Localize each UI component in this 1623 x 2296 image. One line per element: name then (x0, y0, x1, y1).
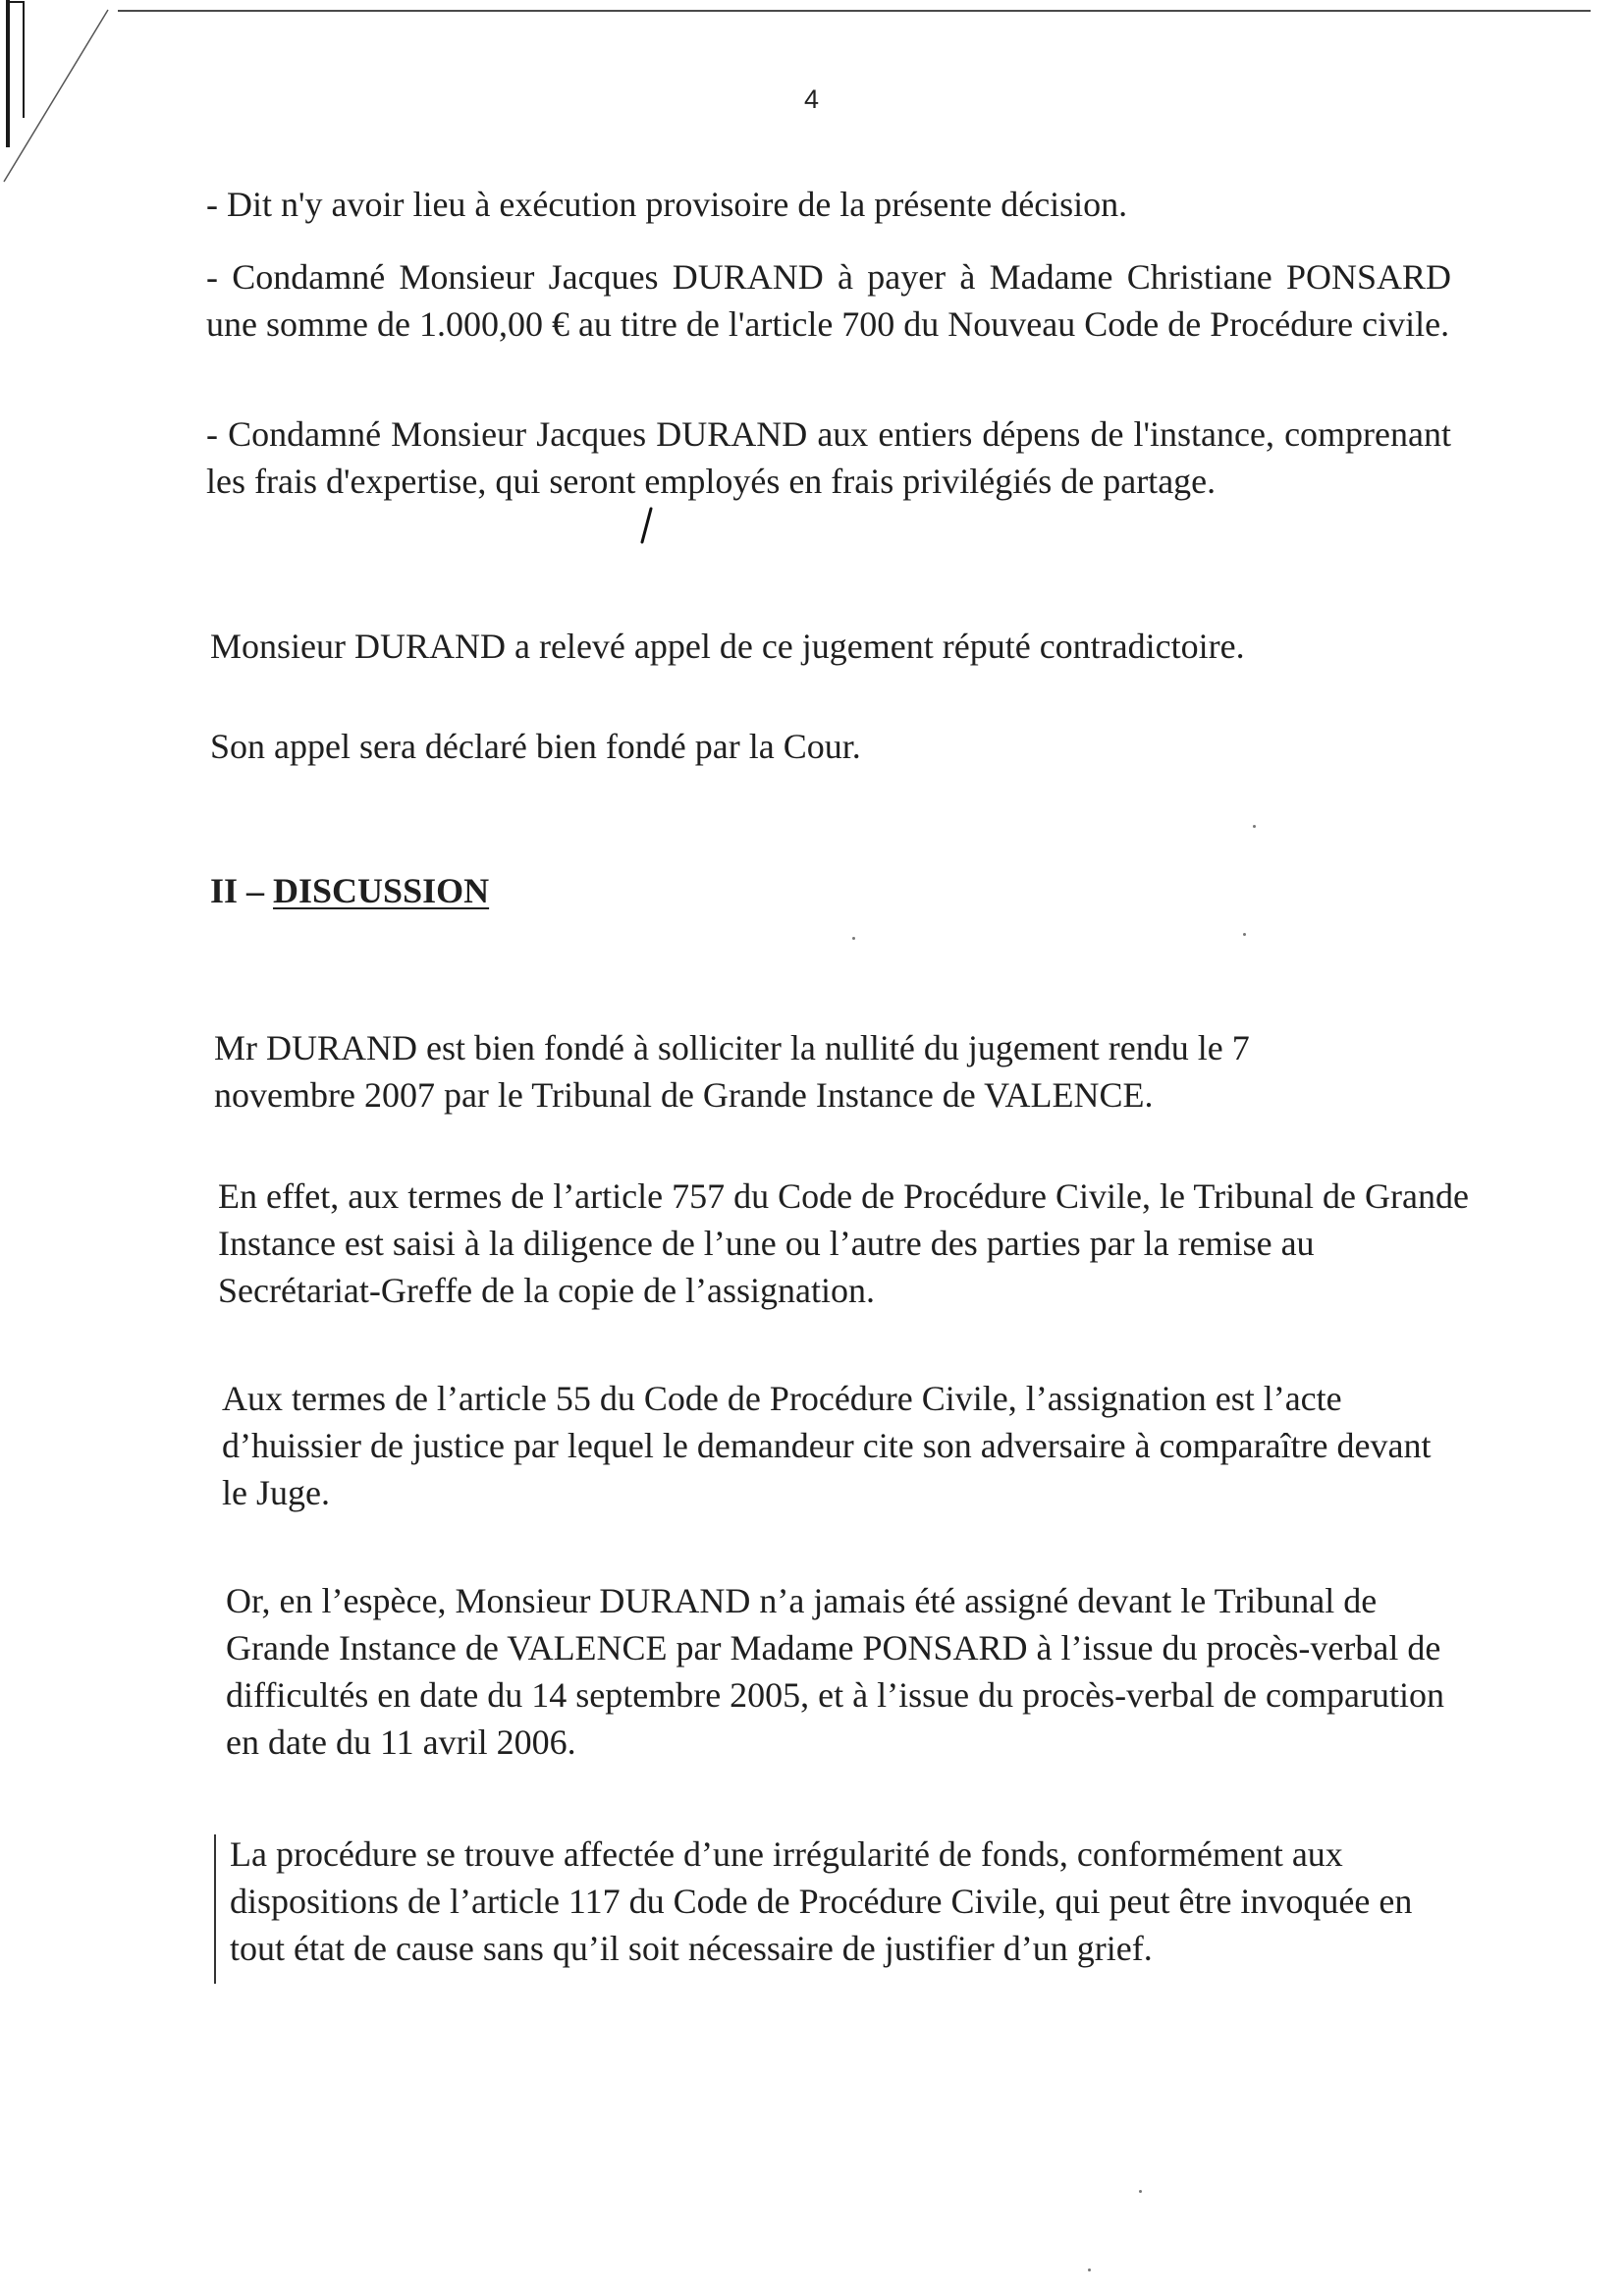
discussion-paragraph: En effet, aux termes de l’article 757 du Code de Procédure Civile, le Tribunal de Grande Instance est saisi à la diligence de l’une ou l’autre des parties par la remise au Secrétariat-Greffe de la copie de l’assignation. (218, 1176, 1469, 1310)
scan-speck (1088, 2269, 1091, 2271)
section-title: DISCUSSION (273, 871, 490, 910)
scan-speck (852, 937, 855, 940)
dispositif-item: - Condamné Monsieur Jacques DURAND à payer à Madame Christiane PONSARD une somme de 1.000,00 € au titre de l'article 700 du Nouveau Code de Procédure civile. (206, 257, 1451, 344)
discussion-paragraph: Or, en l’espèce, Monsieur DURAND n’a jamais été assigné devant le Tribunal de Grande Instance de VALENCE par Madame PONSARD à l’issue du procès-verbal de difficultés en date du 14 septembre 2005, et à l’issue du procès-verbal de comparution en date du 11 avril 2006. (226, 1581, 1444, 1762)
appeal-conclusion: Son appel sera déclaré bien fondé par la Cour. (210, 727, 861, 766)
page-number: 4 (803, 84, 820, 114)
scan-speck (1139, 2190, 1142, 2193)
scan-edge-top (118, 10, 1591, 12)
discussion-paragraph: La procédure se trouve affectée d’une irrégularité de fonds, conformément aux dispositions de l’article 117 du Code de Procédure Civile, qui peut être invoquée en tout état de cause sans qu’il soit nécessaire de justifier d’un grief. (230, 1834, 1413, 1968)
discussion-paragraph: Aux termes de l’article 55 du Code de Procédure Civile, l’assignation est l’acte d’huissier de justice par lequel le demandeur cite son adversaire à comparaître devant le Juge. (222, 1379, 1432, 1512)
dispositif-item: - Dit n'y avoir lieu à exécution provisoire de la présente décision. (206, 185, 1128, 224)
discussion-paragraph: Mr DURAND est bien fondé à solliciter la nullité du jugement rendu le 7 novembre 2007 par le Tribunal de Grande Instance de VALENCE. (214, 1028, 1250, 1115)
pen-mark (638, 507, 654, 546)
scan-speck (1243, 933, 1246, 936)
dispositif-item: - Condamné Monsieur Jacques DURAND aux entiers dépens de l'instance, comprenant les frais d'expertise, qui seront employés en frais privilégiés de partage. (206, 414, 1451, 501)
appeal-statement: Monsieur DURAND a relevé appel de ce jugement réputé contradictoire. (210, 627, 1245, 666)
scan-speck (1253, 825, 1256, 828)
section-heading (210, 870, 489, 911)
margin-bar (214, 1834, 216, 1984)
section-numeral: II – (210, 871, 274, 910)
